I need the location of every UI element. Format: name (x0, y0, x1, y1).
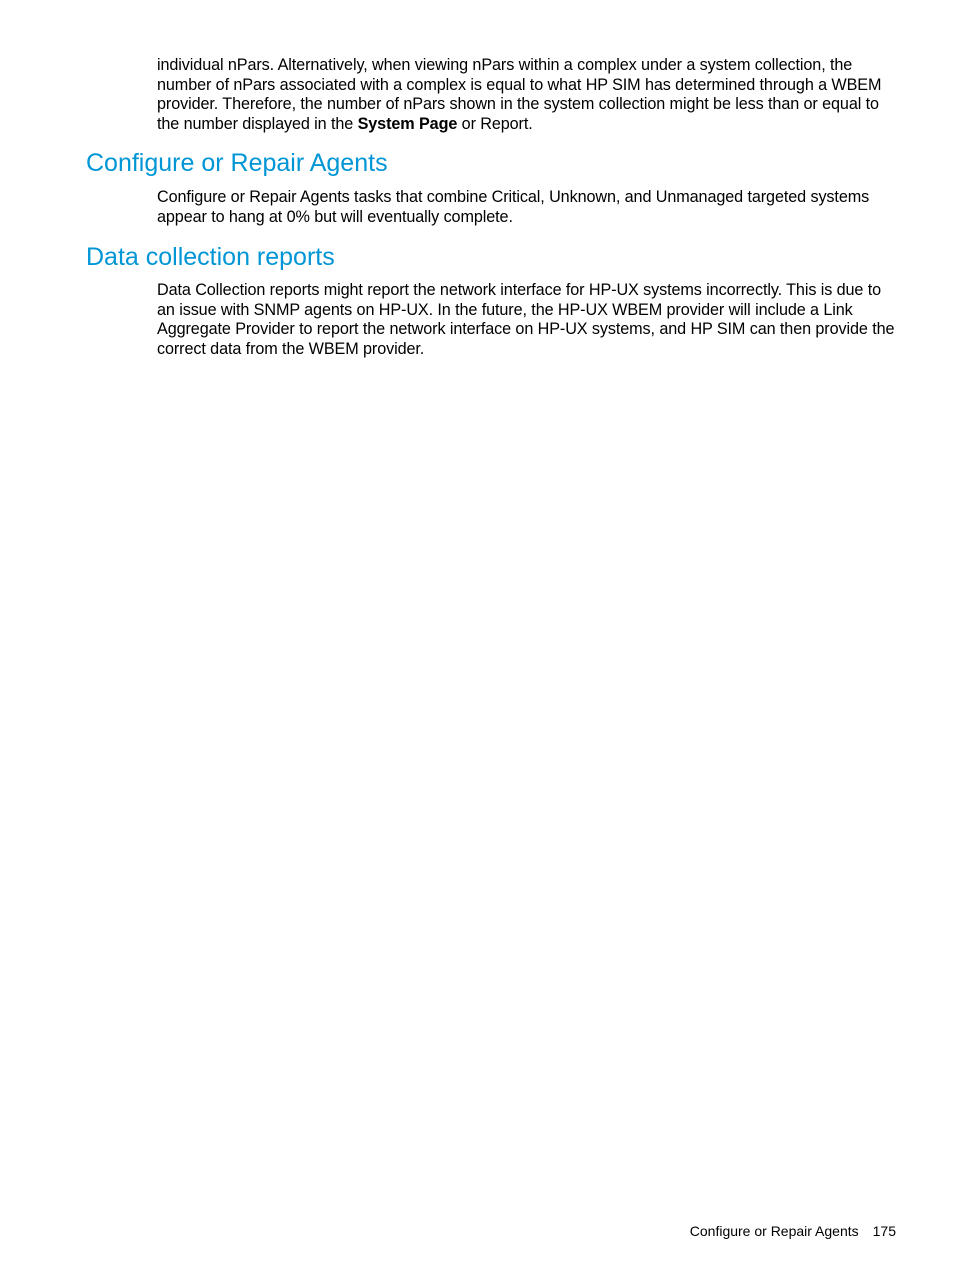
intro-text-before: individual nPars. Alternatively, when viewing nPars within a complex under a system collection, the number of nPars associated with a complex is equal to what HP SIM has determined through a WBEM provider. Therefore, the number of nPars shown in the system collection might be less than or equal to the number displayed in the (157, 56, 882, 133)
intro-paragraph (157, 56, 899, 134)
system-page-term: System Page (357, 114, 458, 133)
page-number: 175 (872, 1223, 896, 1239)
data-collection-reports-paragraph: Data Collection reports might report the network interface for HP-UX systems incorrectly. This is due to an issue with SNMP agents on HP-UX. In the future, the HP-UX WBEM provider will include a Link Aggregate Provider to report the network interface on HP-UX systems, and HP SIM can then provide the correct data from the WBEM provider. (157, 281, 895, 358)
configure-repair-agents-paragraph: Configure or Repair Agents tasks that combine Critical, Unknown, and Unmanaged targeted systems appear to hang at 0% but will eventually complete. (157, 188, 870, 226)
section-heading-data-collection-reports: Data collection reports (86, 243, 335, 271)
page-footer (690, 1222, 896, 1240)
intro-text-after: or Report. (457, 114, 533, 133)
footer-section-title: Configure or Repair Agents (689, 1223, 859, 1239)
section-heading-configure-repair-agents: Configure or Repair Agents (86, 149, 388, 177)
